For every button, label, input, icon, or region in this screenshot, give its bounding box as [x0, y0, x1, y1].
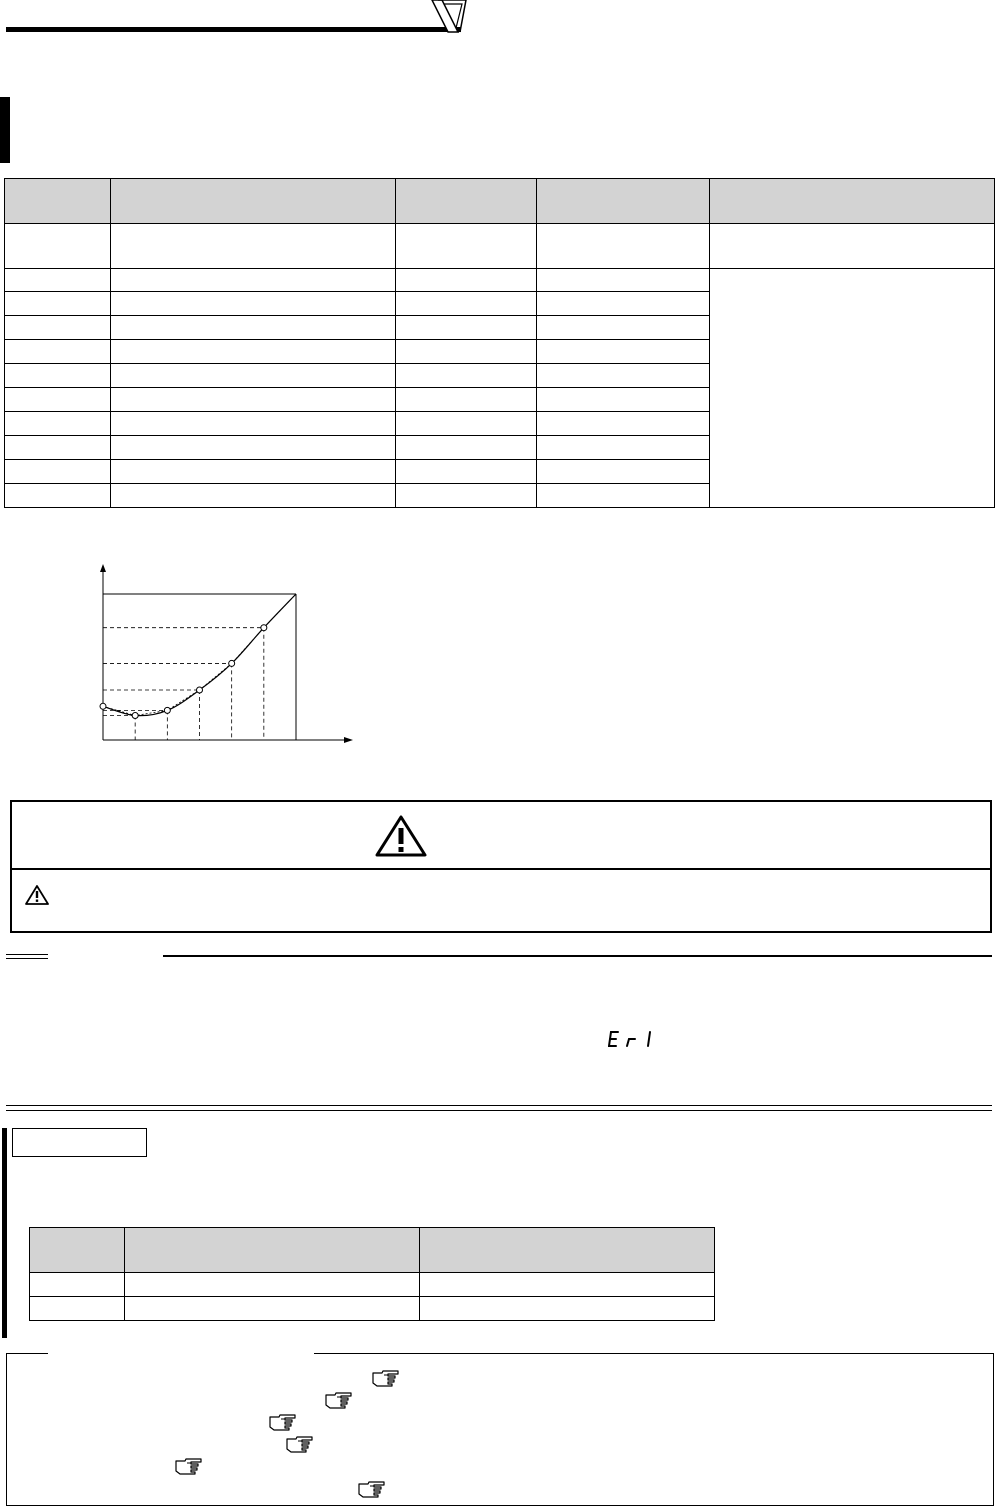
- data-point: [197, 687, 203, 693]
- caution-box: [10, 800, 992, 933]
- subsection-bar: [2, 1128, 7, 1338]
- pointing-hand-icon: [174, 1458, 204, 1475]
- y-axis-arrow: [100, 564, 106, 572]
- table-header-row: [30, 1228, 715, 1273]
- pointing-hand-icon: [371, 1370, 401, 1387]
- chart-guides: [103, 594, 296, 740]
- table-row: [5, 224, 995, 269]
- warning-triangle-icon: [374, 814, 428, 858]
- sub-parameter-table: [29, 1227, 715, 1321]
- pointing-hand-icon: [324, 1392, 354, 1409]
- seven-segment-display-icon: [608, 1030, 654, 1048]
- data-point: [229, 660, 235, 666]
- caution-divider: [12, 868, 990, 870]
- table-row: [5, 269, 995, 292]
- pointing-hand-icon: [357, 1481, 387, 1498]
- vf-curve-chart: [90, 560, 370, 760]
- x-axis-arrow: [344, 737, 353, 743]
- subsection-tag: [12, 1128, 147, 1157]
- table-header-row: [5, 179, 995, 224]
- parameters-referred-title-gap: [48, 1350, 314, 1356]
- note-rule-left: [6, 954, 48, 955]
- pointing-hand-icon: [268, 1414, 298, 1431]
- chart-marks: [100, 594, 296, 718]
- warning-triangle-icon: [24, 884, 50, 906]
- data-point: [100, 703, 106, 709]
- parameter-table: [4, 178, 995, 508]
- note-rule-right: [163, 955, 992, 957]
- section-rule: [6, 1105, 992, 1106]
- header-slash-icon: [418, 0, 468, 40]
- merged-description-cell: [710, 269, 995, 508]
- pointing-hand-icon: [285, 1436, 315, 1453]
- note-rule-left: [6, 958, 48, 959]
- data-point: [261, 625, 267, 631]
- section-bar: [0, 97, 10, 163]
- table-row: [30, 1297, 715, 1321]
- parameters-referred-box: [6, 1353, 994, 1506]
- header-bar: [6, 27, 461, 32]
- section-rule: [6, 1110, 992, 1111]
- data-point: [132, 712, 138, 718]
- table-row: [30, 1273, 715, 1297]
- data-point: [164, 707, 170, 713]
